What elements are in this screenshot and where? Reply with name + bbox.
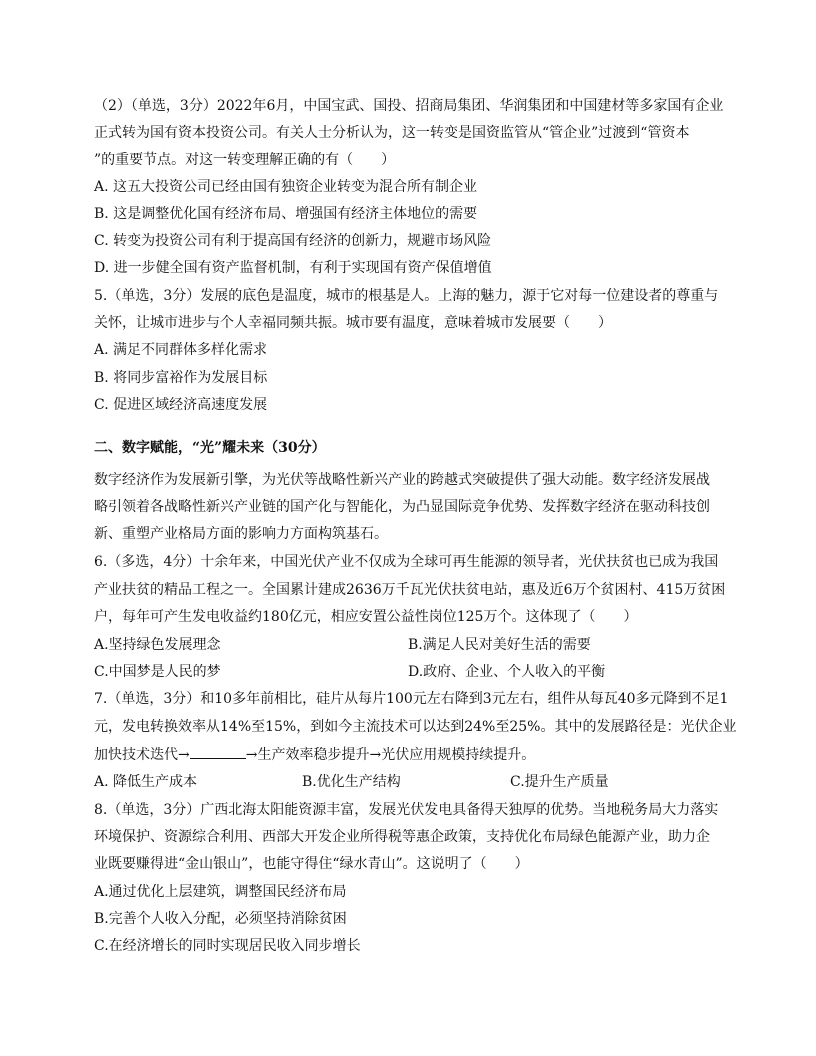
- q7-option-c: C.提升生产质量: [510, 774, 609, 790]
- q8-option-a: A.通过优化上层建筑，调整国民经济布局: [94, 884, 347, 900]
- section-2-intro-line-3: 新、重塑产业格局方面的影响力方面构筑基石。: [94, 526, 388, 542]
- q6-option-a: A.坚持绿色发展理念: [94, 637, 221, 653]
- q8-stem-line-1: 8.（单选，3分）广西北海太阳能资源丰富，发展光伏发电具备得天独厚的优势。当地税务局大力落实: [94, 802, 719, 818]
- q4-2-option-b: B. 这是调整优化国有经济布局、增强国有经济主体地位的需要: [94, 206, 478, 222]
- q6-option-d: D.政府、企业、个人收入的平衡: [408, 664, 606, 680]
- q4-2-option-a: A. 这五大投资公司已经由国有独资企业转变为混合所有制企业: [94, 179, 478, 195]
- q7-answer-blank: [190, 746, 246, 759]
- q7-options-row: [94, 772, 734, 792]
- q4-2-stem-line-3: ”的重要节点。对这一转变理解正确的有（ ）: [94, 152, 396, 168]
- section-2-intro-line-1: 数字经济作为发展新引擎，为光伏等战略性新兴产业的跨越式突破提供了强大动能。数字经济发展战: [94, 472, 710, 488]
- q7-line3-after: →生产效率稳步提升→光伏应用规模持续提升。: [245, 747, 536, 763]
- q5-option-c: C. 促进区域经济高速度发展: [94, 397, 268, 413]
- q5-stem-line-1: 5.（单选，3分）发展的底色是温度，城市的根基是人。上海的魅力，源于它对每一位建设者的尊重与: [94, 288, 719, 304]
- q8-option-c: C.在经济增长的同时实现居民收入同步增长: [94, 938, 361, 954]
- q6-options-row-2: [94, 662, 734, 682]
- q6-stem-line-3: 户，每年可产生发电收益约180亿元，相应安置公益性岗位125万个。这体现了（ ）: [94, 609, 638, 625]
- q7-stem-line-2: 元，发电转换效率从14%至15%，到如今主流技术可以达到24%至25%。其中的发展路径是：光伏企业: [94, 719, 737, 735]
- q6-option-b: B.满足人民对美好生活的需要: [408, 637, 591, 653]
- q6-stem-line-2: 产业扶贫的精品工程之一。全国累计建成2636万千瓦光伏扶贫电站，惠及近6万个贫困村、415万贫困: [94, 582, 726, 598]
- q4-2-stem-line-2: 正式转为国有资本投资公司。有关人士分析认为，这一转变是国资监管从“管企业”过渡到“管资本: [94, 125, 690, 141]
- q7-stem-line-1: 7.（单选，3分）和10多年前相比，硅片从每片100元左右降到3元左右，组件从每瓦40多元降到不足1: [94, 691, 729, 707]
- q7-line3-before: 加快技术迭代→: [94, 747, 190, 763]
- q5-stem-line-2: 关怀，让城市进步与个人幸福同频共振。城市要有温度，意味着城市发展要（ ）: [94, 315, 612, 331]
- q7-option-b: B.优化生产结构: [302, 774, 401, 790]
- q4-2-option-d: D. 进一步健全国有资产监督机制，有利于实现国有资产保值增值: [94, 260, 492, 276]
- q4-2-stem-line-1: （2）（单选，3分）2022年6月，中国宝武、国投、招商局集团、华润集团和中国建材等多家国有企业: [94, 98, 724, 114]
- section-2-title: 二、数字赋能，“光”耀未来（30分）: [94, 440, 326, 456]
- q5-option-a: A. 满足不同群体多样化需求: [94, 342, 268, 358]
- section-2-intro-line-2: 略引领着各战略性新兴产业链的国产化与智能化，为凸显国际竞争优势、发挥数字经济在驱动科技创: [94, 499, 710, 515]
- q8-option-b: B.完善个人收入分配，必须坚持消除贫困: [94, 911, 347, 927]
- q7-stem-line-3: [94, 745, 734, 765]
- q6-options-row-1: [94, 635, 734, 655]
- q8-stem-line-2: 环境保护、资源综合利用、西部大开发企业所得税等惠企政策，支持优化布局绿色能源产业，助力企: [94, 829, 710, 845]
- q8-stem-line-3: 业既要赚得进“金山银山”，也能守得住“绿水青山”。这说明了（ ）: [94, 856, 529, 872]
- q6-stem-line-1: 6.（多选，4分）十余年来，中国光伏产业不仅成为全球可再生能源的领导者，光伏扶贫也已成为我国: [94, 554, 719, 570]
- q6-option-c: C.中国梦是人民的梦: [94, 664, 221, 680]
- q7-option-a: A. 降低生产成本: [94, 774, 198, 790]
- q5-option-b: B. 将同步富裕作为发展目标: [94, 370, 268, 386]
- q4-2-option-c: C. 转变为投资公司有利于提高国有经济的创新力，规避市场风险: [94, 233, 492, 249]
